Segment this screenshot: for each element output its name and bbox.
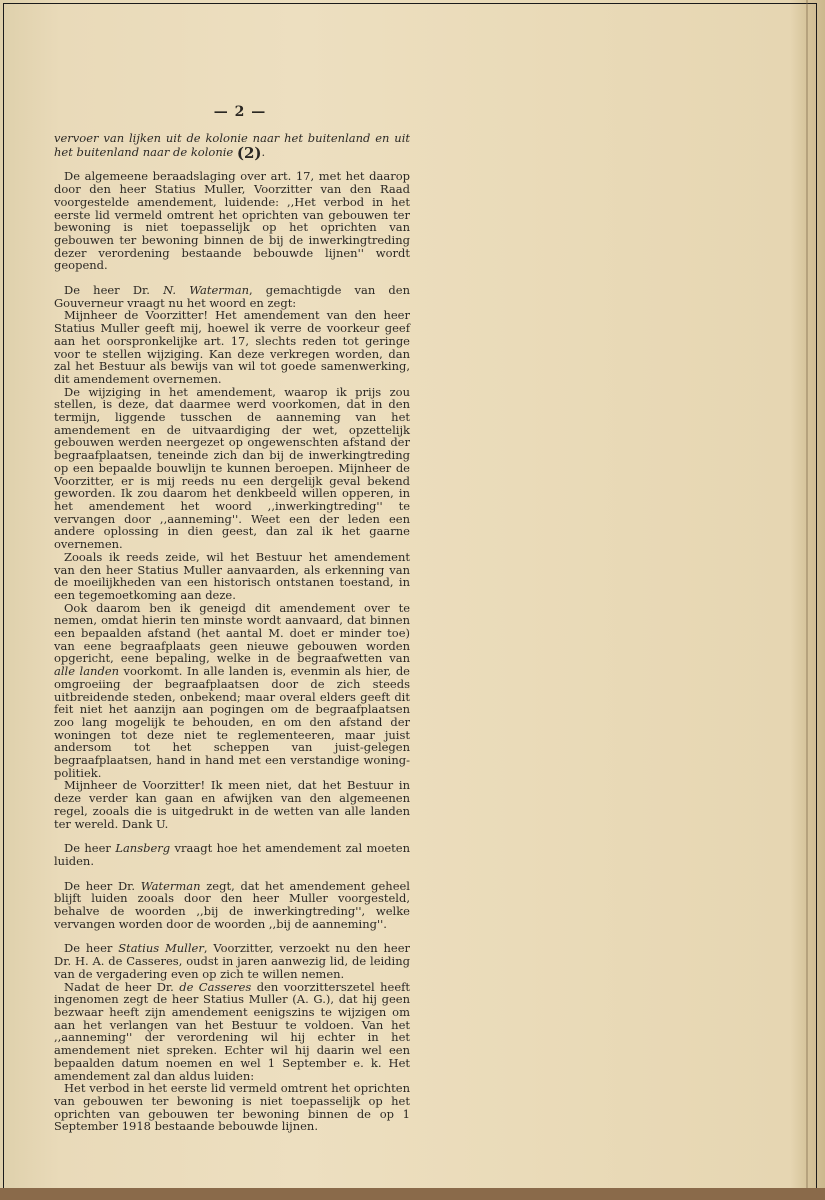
paragraph	[54, 942, 410, 980]
text-run: De heer	[64, 941, 119, 956]
text-run: Nadat de heer Dr.	[64, 979, 180, 994]
paragraph	[54, 170, 410, 272]
paragraph	[54, 551, 410, 602]
paragraph	[54, 1082, 410, 1133]
page-number: — 2 —	[213, 104, 267, 120]
text-run: De heer Dr.	[64, 878, 141, 893]
italic-text: Waterman	[140, 878, 201, 893]
text-run: De algemeene beraadslaging over art. 17, met het daarop door den heer Statius Muller, Voorzitter van den Raad voorgestelde amendement, luidende: ,,Het verbod in het eerste lid vermeld omtrent het oprichten van gebouwen ter bewoning is niet toepasselijk op het oprichten van gebouwen ter bewoning binnen de bij de inwerkingtreding dezer verordening bestaande bebouwde lijnen'' wordt geopend.	[54, 169, 410, 273]
text-run: Mijnheer de Voorzitter! Ik meen niet, dat het Bestuur in deze verder kan gaan en afwijken van den algemeenen regel, zooals die is uitgedrukt in de wetten van alle landen ter wereld. Dank U.	[54, 778, 410, 831]
text-run: zegt, dat het amendement geheel blijft luiden zooals door den heer Muller voorgesteld, behalve de woorden ,,bij de inwerkingtreding'', welke vervangen worden door de woorden ,,bij de aanneming''.	[54, 878, 410, 931]
handwritten-note-number: (2)	[236, 143, 262, 162]
italic-text: Statius Muller	[118, 941, 204, 956]
paragraph	[54, 131, 410, 162]
paragraph	[54, 880, 410, 931]
text-run: De heer	[64, 841, 116, 856]
text-run: Ook daarom ben ik geneigd dit amendement over te nemen, omdat hierin ten minste wordt aanvaard, dat binnen een bepaalden afstand (het aantal M. doet er minder toe) van eene begraafplaats geen nieuwe gebouwen worden opgericht, eene bepaling, welke in de begraafwetten van	[54, 600, 410, 666]
paragraph	[54, 602, 410, 780]
text-run: Zooals ik reeds zeide, wil het Bestuur het amendement van den heer Statius Muller aanvaarden, als erkenning van de moeilijkheden van een historisch ontstanen toestand, in een tegemoetkoming aan deze.	[54, 549, 410, 602]
scan-edge	[0, 1188, 825, 1200]
text-run: vraagt hoe het amendement zal moeten luiden.	[54, 841, 411, 868]
italic-text: Lansberg	[115, 841, 171, 856]
paragraph	[54, 284, 410, 309]
paragraph	[54, 779, 410, 830]
body-text	[54, 132, 410, 1133]
text-run: De wijziging in het amendement, waarop ik prijs zou stellen, is deze, dat daarmee werd voorkomen, dat in den termijn, liggende tusschen de aanneming van het amendement en de uitvaardiging der wet, opzettelijk gebouwen werden neergezet op ongewenschten afstand der begraafplaatsen, teneinde zich dan bij de inwerkingtreding op een bepaalde bouwlijn te kunnen beroepen. Mijnheer de Voorzitter, er is mij reeds nu een dergelijk geval bekend geworden. Ik zou daarom het denkbeeld willen opperen, in het amendement het woord ,,inwerkingtreding'' te vervangen door ,,aanneming''. Weet een der leden een andere oplossing in dien geest, dan zal ik het gaarne overnemen.	[54, 384, 410, 552]
text-run: voorkomt. In alle landen is, evenmin als hier, de omgroeiing der begraafplaatsen door de zich steeds uitbreidende steden, onbekend; maar overal elders geeft dit feit niet het aanzijn aan pogingen om de begraafplaatsen zoo lang mogelijk te behouden, en om den afstand der woningen tot deze niet te reglementeeren, maar juist andersom tot het scheppen van juist-gelegen begraafplaatsen, hand in hand met een verstandige woning-politiek.	[54, 664, 410, 780]
text-run: Mijnheer de Voorzitter! Het amendement van den heer Statius Muller geeft mij, hoewel ik verre de voorkeur geef aan het oorspronkelijke art. 17, slechts reden tot geringe voor te stellen wijziging. Kan deze verkregen worden, dan zal het Bestuur als bewijs van wil tot goede samenwerking, dit amendement overnemen.	[54, 308, 410, 386]
paragraph	[54, 309, 410, 385]
italic-text: N. Waterman	[163, 283, 249, 298]
text-run: .	[261, 144, 266, 159]
italic-text: alle landen	[54, 664, 120, 679]
text-run: , Voorzitter, verzoekt nu den heer Dr. H. A. de Casseres, oudst in jaren aanwezig lid, de leiding van de vergadering even op zich te willen nemen.	[54, 941, 410, 981]
text-run: Het verbod in het eerste lid vermeld omtrent het oprichten van gebouwen ter bewoning is niet toepasselijk op het oprichten van gebouwen ter bewoning binnen de op 1 September 1918 bestaande bebouwde lijnen.	[54, 1081, 410, 1134]
paragraph	[54, 842, 410, 867]
text-run: , gemachtigde van den Gouverneur vraagt nu het woord en zegt:	[54, 283, 410, 310]
paragraph	[54, 981, 410, 1083]
paragraph	[54, 386, 410, 551]
page-fold	[806, 0, 808, 1200]
italic-text: vervoer van lijken uit de kolonie naar het buitenland en uit het buitenland naar de kolonie	[54, 131, 410, 159]
italic-text: de Casseres	[179, 979, 252, 994]
text-run: den voorzitterszetel heeft ingenomen zegt de heer Statius Muller (A. G.), dat hij geen bezwaar heeft zijn amendement eenigszins te wijzigen om aan het verlangen van het Bestuur te voldoen. Van het ,,aanneming'' der verordening wil hij echter in het amendement niet spreken. Echter wil hij daarin wel een bepaalden datum noemen en wel 1 September e. k. Het amendement zal dan aldus luiden:	[54, 979, 410, 1083]
text-run: De heer Dr.	[64, 283, 164, 298]
